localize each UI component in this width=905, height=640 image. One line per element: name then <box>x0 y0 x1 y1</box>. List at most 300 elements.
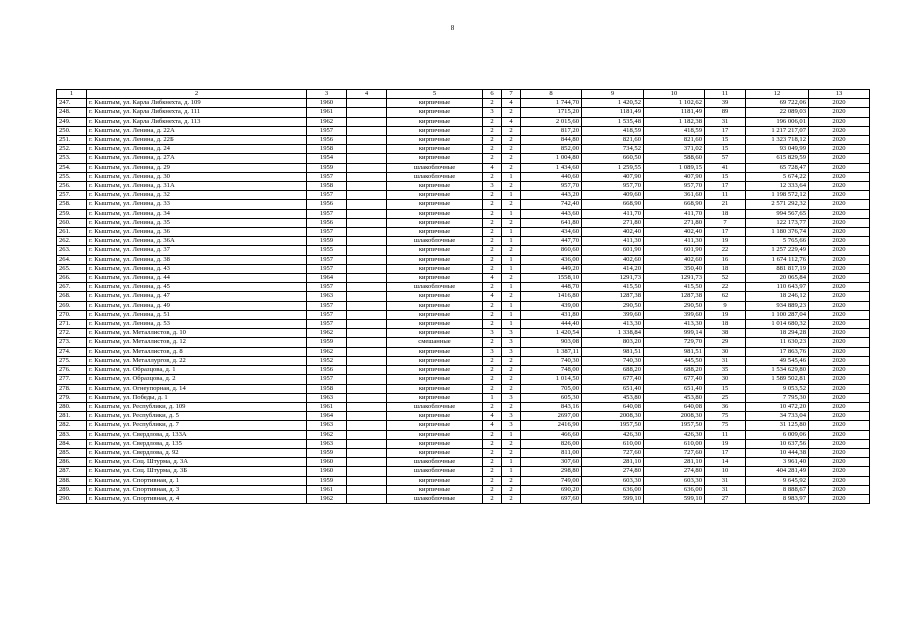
table-cell: 290,50 <box>644 301 705 310</box>
table-cell: 281. <box>57 412 87 421</box>
table-cell: 445,50 <box>644 356 705 365</box>
table-cell: г. Кыштым, ул. Металлистов, д. 10 <box>87 329 307 338</box>
table-cell: г. Кыштым, ул. Ленина, д. 53 <box>87 320 307 329</box>
table-cell: 350,40 <box>644 264 705 273</box>
table-cell: 2416,90 <box>521 421 582 430</box>
table-cell: 4 <box>483 421 502 430</box>
table-cell <box>347 237 387 246</box>
table-cell: 1957 <box>307 310 347 319</box>
table-cell: 934 889,23 <box>746 301 809 310</box>
table-cell: 2 <box>502 246 521 255</box>
table-cell: 843,16 <box>521 402 582 411</box>
table-cell: 49 545,46 <box>746 356 809 365</box>
table-cell: 2020 <box>809 108 870 117</box>
table-cell: 2 <box>483 99 502 108</box>
table-cell: 260. <box>57 218 87 227</box>
table-cell: 453,80 <box>644 393 705 402</box>
table-cell: 588,60 <box>644 154 705 163</box>
table-cell: 1 <box>502 283 521 292</box>
table-cell: кирпичные <box>387 301 483 310</box>
table-cell: 2020 <box>809 375 870 384</box>
table-row <box>57 467 870 476</box>
table-cell: 409,60 <box>582 191 644 200</box>
table-cell: 2020 <box>809 356 870 365</box>
table-cell: 2 <box>483 494 502 503</box>
table-cell: 2 <box>502 366 521 375</box>
table-cell: 3 <box>502 393 521 402</box>
column-header: 6 <box>483 90 502 99</box>
table-cell: 2 <box>483 301 502 310</box>
table-cell: 1181,49 <box>644 108 705 117</box>
table-cell: 803,20 <box>582 338 644 347</box>
table-row <box>57 255 870 264</box>
table-cell <box>347 320 387 329</box>
table-cell: 2 <box>483 476 502 485</box>
table-cell <box>347 182 387 191</box>
table-cell: 249. <box>57 117 87 126</box>
table-cell: 2 <box>502 163 521 172</box>
table-cell: 10 444,38 <box>746 448 809 457</box>
table-cell: 1959 <box>307 338 347 347</box>
table-cell: 402,40 <box>644 228 705 237</box>
column-header: 2 <box>87 90 307 99</box>
table-cell: 2 <box>502 402 521 411</box>
table-cell: 742,40 <box>521 200 582 209</box>
table-cell: 2020 <box>809 338 870 347</box>
table-row <box>57 347 870 356</box>
table-cell: г. Кыштым, ул. Спортивная, д. 4 <box>87 494 307 503</box>
table-cell: 705,00 <box>521 384 582 393</box>
table-cell: 1956 <box>307 136 347 145</box>
table-cell: г. Кыштым, ул. Ленина, д. 34 <box>87 209 307 218</box>
table-cell: 1961 <box>307 402 347 411</box>
table-cell: 38 <box>705 329 746 338</box>
table-cell: 12 333,64 <box>746 182 809 191</box>
table-cell: г. Кыштым, ул. Победы, д. 1 <box>87 393 307 402</box>
table-cell: 1957 <box>307 283 347 292</box>
table-cell: 250. <box>57 126 87 135</box>
table-cell: 41 <box>705 163 746 172</box>
table-cell: 860,60 <box>521 246 582 255</box>
table-cell: 2 <box>483 448 502 457</box>
table-cell: 1 <box>502 191 521 200</box>
table-cell: 1957,50 <box>644 421 705 430</box>
table-cell: 2020 <box>809 237 870 246</box>
table-cell: 1 744,70 <box>521 99 582 108</box>
table-cell: г. Кыштым, ул. Карла Либкнехта, д. 111 <box>87 108 307 117</box>
table-cell: 15 <box>705 172 746 181</box>
table-row <box>57 209 870 218</box>
table-cell: 14 <box>705 458 746 467</box>
table-cell: 1956 <box>307 366 347 375</box>
table-cell: 2 <box>502 356 521 365</box>
table-cell: 1 259,55 <box>582 163 644 172</box>
table-cell: 2 <box>483 209 502 218</box>
table-row <box>57 136 870 145</box>
table-cell: 413,30 <box>582 320 644 329</box>
table-cell: 272. <box>57 329 87 338</box>
table-cell: 7 <box>705 218 746 227</box>
table-cell: г. Кыштым, ул. Ленина, д. 33 <box>87 200 307 209</box>
table-cell: 21 <box>705 200 746 209</box>
table-cell: 275. <box>57 356 87 365</box>
table-cell: 281,10 <box>644 458 705 467</box>
table-cell: 440,60 <box>521 172 582 181</box>
table-row <box>57 200 870 209</box>
table-cell: 2020 <box>809 264 870 273</box>
table-cell: 439,00 <box>521 301 582 310</box>
table-cell: 610,00 <box>644 439 705 448</box>
table-cell: 288. <box>57 476 87 485</box>
table-cell: 89 <box>705 108 746 117</box>
table-cell <box>347 338 387 347</box>
table-cell: 2 <box>483 246 502 255</box>
table-cell <box>347 375 387 384</box>
table-cell: 1 <box>502 255 521 264</box>
table-cell: 4 <box>502 99 521 108</box>
table-cell: 2 <box>502 154 521 163</box>
table-cell: 402,40 <box>582 228 644 237</box>
table-row <box>57 485 870 494</box>
table-cell: 466,60 <box>521 430 582 439</box>
table-cell: 2020 <box>809 412 870 421</box>
table-row <box>57 126 870 135</box>
table-cell: 2 <box>483 485 502 494</box>
table-cell: 7 795,30 <box>746 393 809 402</box>
table-cell: 2697,00 <box>521 412 582 421</box>
table-cell: 10 <box>705 467 746 476</box>
table-cell: 2020 <box>809 154 870 163</box>
table-cell: 19 <box>705 237 746 246</box>
table-cell <box>347 108 387 117</box>
table-cell: 4 <box>502 117 521 126</box>
table-cell: г. Кыштым, ул. Ленина, д. 24 <box>87 145 307 154</box>
table-cell: 1 589 502,81 <box>746 375 809 384</box>
table-cell: 17 <box>705 182 746 191</box>
table-cell <box>347 356 387 365</box>
table-cell: 2020 <box>809 421 870 430</box>
table-cell: 957,70 <box>521 182 582 191</box>
table-cell: 16 <box>705 255 746 264</box>
page-number: 8 <box>450 24 455 32</box>
table-row <box>57 163 870 172</box>
table-cell: 3 <box>502 329 521 338</box>
table-cell: 31 125,80 <box>746 421 809 430</box>
table-cell: 2 015,60 <box>521 117 582 126</box>
table-cell: 4 <box>483 412 502 421</box>
table-cell: 1957 <box>307 375 347 384</box>
table-cell: 2 <box>502 384 521 393</box>
table-cell: 270. <box>57 310 87 319</box>
table-cell: 110 643,97 <box>746 283 809 292</box>
table-cell: г. Кыштым, ул. Карла Либкнехта, д. 113 <box>87 117 307 126</box>
table-cell: 22 <box>705 246 746 255</box>
table-cell: 1 <box>502 430 521 439</box>
table-cell: 1962 <box>307 329 347 338</box>
table-cell: 1957 <box>307 191 347 200</box>
table-cell: 414,20 <box>582 264 644 273</box>
table-cell: 2020 <box>809 145 870 154</box>
table-cell: 19 <box>705 439 746 448</box>
table-cell: г. Кыштым, ул. Ленина, д. 47 <box>87 292 307 301</box>
table-cell: 3 <box>483 347 502 356</box>
table-cell: 2 <box>483 264 502 273</box>
table-cell: шлакоблочные <box>387 237 483 246</box>
table-cell: 6 009,06 <box>746 430 809 439</box>
table-cell: 2 <box>483 154 502 163</box>
table-cell: г. Кыштым, ул. Ленина, д. 36А <box>87 237 307 246</box>
table-cell <box>347 366 387 375</box>
table-cell <box>347 292 387 301</box>
table-cell: г. Кыштым, ул. Ленина, д. 29 <box>87 163 307 172</box>
table-cell <box>347 200 387 209</box>
column-header: 10 <box>644 90 705 99</box>
table-cell: 1 102,62 <box>644 99 705 108</box>
table-cell: 2 <box>502 274 521 283</box>
table-cell: 65 728,47 <box>746 163 809 172</box>
table-cell <box>347 421 387 430</box>
table-cell: 274,80 <box>582 467 644 476</box>
table-cell <box>347 191 387 200</box>
table-cell: г. Кыштым, ул. Свердлова, д. 135 <box>87 439 307 448</box>
table-cell: г. Кыштым, ул. Спортивная, д. 3 <box>87 485 307 494</box>
table-cell: г. Кыштым, ул. Огнеупорная, д. 14 <box>87 384 307 393</box>
table-cell: 1959 <box>307 237 347 246</box>
table-cell: 399,60 <box>644 310 705 319</box>
table-cell: 415,50 <box>644 283 705 292</box>
table-cell: 1957 <box>307 255 347 264</box>
table-cell: 1956 <box>307 200 347 209</box>
table-cell: 2 <box>483 136 502 145</box>
table-cell: 2020 <box>809 301 870 310</box>
table-cell: 52 <box>705 274 746 283</box>
table-row <box>57 108 870 117</box>
table-cell: кирпичные <box>387 136 483 145</box>
table-cell <box>347 393 387 402</box>
table-cell: 729,70 <box>644 338 705 347</box>
table-row <box>57 402 870 411</box>
table-cell: 2 <box>483 228 502 237</box>
table-cell: 1291,73 <box>644 274 705 283</box>
table-cell: 1 100 287,04 <box>746 310 809 319</box>
table-cell: г. Кыштым, ул. Спортивная, д. 1 <box>87 476 307 485</box>
table-cell: 285. <box>57 448 87 457</box>
table-cell: 1 434,60 <box>521 163 582 172</box>
table-cell: кирпичные <box>387 485 483 494</box>
table-cell <box>347 246 387 255</box>
table-cell: 307,60 <box>521 458 582 467</box>
table-cell: 35 <box>705 366 746 375</box>
table-cell: 2020 <box>809 182 870 191</box>
table-cell: 2 <box>483 430 502 439</box>
table-cell: 2 <box>502 182 521 191</box>
table-cell: 20 065,84 <box>746 274 809 283</box>
table-cell: шлакоблочные <box>387 458 483 467</box>
table-cell: 1 180 376,74 <box>746 228 809 237</box>
table-cell: 2008,30 <box>644 412 705 421</box>
table-cell: 2 <box>483 320 502 329</box>
table-cell: 844,80 <box>521 136 582 145</box>
table-cell <box>347 264 387 273</box>
table-cell: шлакоблочные <box>387 494 483 503</box>
table-cell: кирпичные <box>387 108 483 117</box>
table-cell: г. Кыштым, ул. Ленина, д. 32 <box>87 191 307 200</box>
table-cell <box>347 467 387 476</box>
table-cell: 677,40 <box>644 375 705 384</box>
table-cell: 290. <box>57 494 87 503</box>
table-cell: 957,70 <box>582 182 644 191</box>
table-cell: 39 <box>705 99 746 108</box>
table-cell: 1957 <box>307 301 347 310</box>
table-cell: 1 420,54 <box>521 329 582 338</box>
table-cell: 1 <box>502 228 521 237</box>
table-cell: 1181,49 <box>582 108 644 117</box>
table-cell: 2020 <box>809 191 870 200</box>
table-cell: 817,20 <box>521 126 582 135</box>
table-cell: 1558,10 <box>521 274 582 283</box>
table-cell: 1959 <box>307 476 347 485</box>
table-cell: 18 294,28 <box>746 329 809 338</box>
table-cell: кирпичные <box>387 412 483 421</box>
table-cell: кирпичные <box>387 126 483 135</box>
table-cell: 640,08 <box>582 402 644 411</box>
table-cell: 2 <box>483 218 502 227</box>
table-cell: 2 <box>502 375 521 384</box>
table-row <box>57 329 870 338</box>
table-cell: г. Кыштым, ул. Ленина, д. 45 <box>87 283 307 292</box>
table-cell: 1961 <box>307 485 347 494</box>
table-row <box>57 375 870 384</box>
table-cell: 29 <box>705 338 746 347</box>
table-cell: 821,60 <box>582 136 644 145</box>
table-cell: 258. <box>57 200 87 209</box>
table-cell: 1 338,84 <box>582 329 644 338</box>
table-cell: 289. <box>57 485 87 494</box>
table-cell: 271,80 <box>582 218 644 227</box>
table-cell: 1957 <box>307 320 347 329</box>
table-cell: кирпичные <box>387 292 483 301</box>
table-cell: 361,60 <box>644 191 705 200</box>
table-cell <box>347 228 387 237</box>
table-cell: 2020 <box>809 255 870 264</box>
table-cell: кирпичные <box>387 99 483 108</box>
table-cell: 2020 <box>809 467 870 476</box>
table-cell: 443,20 <box>521 191 582 200</box>
table-cell: 2020 <box>809 209 870 218</box>
table-cell: 18 <box>705 264 746 273</box>
table-cell: 1962 <box>307 117 347 126</box>
table-cell <box>347 145 387 154</box>
table-cell: 447,70 <box>521 237 582 246</box>
table-cell: 677,40 <box>582 375 644 384</box>
table-cell: кирпичные <box>387 246 483 255</box>
table-cell: кирпичные <box>387 264 483 273</box>
table-cell: 257. <box>57 191 87 200</box>
table-cell: 18 <box>705 320 746 329</box>
table-cell <box>347 136 387 145</box>
table-cell: 2 <box>502 485 521 494</box>
table-cell: 1287,38 <box>644 292 705 301</box>
table-cell: 407,90 <box>582 172 644 181</box>
table-cell: 3 <box>483 182 502 191</box>
table-cell: 3 <box>502 347 521 356</box>
table-cell <box>347 310 387 319</box>
table-cell: 1957 <box>307 172 347 181</box>
table-cell: 2020 <box>809 163 870 172</box>
table-cell: 1961 <box>307 108 347 117</box>
table-cell: 2 <box>483 255 502 264</box>
table-cell: 2 <box>502 108 521 117</box>
table-cell: 641,80 <box>521 218 582 227</box>
table-cell: 1 198 572,12 <box>746 191 809 200</box>
table-cell: 957,70 <box>644 182 705 191</box>
table-cell: 2020 <box>809 430 870 439</box>
table-cell: 2 <box>502 126 521 135</box>
table-cell: 17 863,76 <box>746 347 809 356</box>
table-cell: 4 <box>483 274 502 283</box>
table-cell: 2 <box>502 218 521 227</box>
table-cell: кирпичные <box>387 439 483 448</box>
table-cell: 1 323 718,12 <box>746 136 809 145</box>
table-cell: 1956 <box>307 218 347 227</box>
table-cell: 18 246,12 <box>746 292 809 301</box>
table-cell <box>347 384 387 393</box>
table-cell: г. Кыштым, ул. Образцова, д. 2 <box>87 375 307 384</box>
table-cell: 603,30 <box>582 476 644 485</box>
table-cell: 402,60 <box>644 255 705 264</box>
table-cell: 1 <box>502 458 521 467</box>
table-cell: 2 <box>502 136 521 145</box>
table-cell: 2 <box>502 439 521 448</box>
table-cell: 1955 <box>307 246 347 255</box>
table-cell: 31 <box>705 356 746 365</box>
table-cell: 8 888,67 <box>746 485 809 494</box>
table-cell: 271. <box>57 320 87 329</box>
table-cell <box>347 448 387 457</box>
table-cell <box>347 412 387 421</box>
table-cell: 651,40 <box>582 384 644 393</box>
table-cell: 17 <box>705 228 746 237</box>
table-row <box>57 412 870 421</box>
table-cell: 2020 <box>809 384 870 393</box>
table-cell <box>347 430 387 439</box>
table-cell: 2020 <box>809 485 870 494</box>
table-row <box>57 117 870 126</box>
table-cell: 75 <box>705 421 746 430</box>
table-cell <box>347 99 387 108</box>
table-cell <box>347 329 387 338</box>
table-row <box>57 182 870 191</box>
table-row <box>57 320 870 329</box>
table-cell: 994 567,65 <box>746 209 809 218</box>
table-cell: 271,80 <box>644 218 705 227</box>
table-cell: 1962 <box>307 430 347 439</box>
table-cell: 1958 <box>307 182 347 191</box>
table-cell: кирпичные <box>387 448 483 457</box>
table-cell: г. Кыштым, ул. Ленина, д. 22А <box>87 126 307 135</box>
table-cell: 1963 <box>307 292 347 301</box>
table-cell: 404 281,49 <box>746 467 809 476</box>
table-cell: 1958 <box>307 145 347 154</box>
table-cell: 2020 <box>809 320 870 329</box>
table-cell: 1 <box>502 301 521 310</box>
table-cell: 668,90 <box>644 200 705 209</box>
column-header: 1 <box>57 90 87 99</box>
table-cell: 34 733,04 <box>746 412 809 421</box>
table-cell: 2020 <box>809 393 870 402</box>
table-cell: 75 <box>705 412 746 421</box>
table-cell: г. Кыштым, ул. Ленина, д. 30 <box>87 172 307 181</box>
